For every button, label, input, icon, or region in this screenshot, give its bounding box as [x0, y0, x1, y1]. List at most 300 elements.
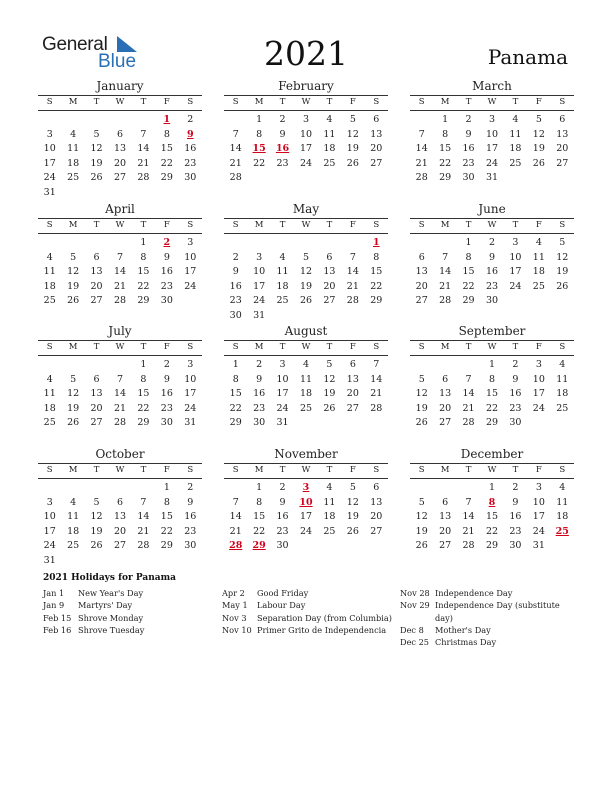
day-cell: 6: [116, 128, 124, 140]
day-cell: 31: [43, 554, 56, 566]
holiday-column: [400, 587, 570, 648]
day-cell: 25: [323, 157, 336, 169]
weekday-label: M: [440, 97, 450, 107]
day-cell: 12: [67, 266, 80, 277]
day-cell: 20: [90, 280, 103, 292]
holiday-entry: [400, 624, 570, 636]
day-cell: 13: [370, 496, 383, 508]
day-cell: 13: [439, 511, 452, 522]
holiday-day: 1: [372, 237, 380, 248]
day-cell: 18: [532, 266, 545, 277]
holiday-date: Nov 10: [222, 624, 252, 635]
weekday-label: F: [535, 97, 542, 107]
day-cell: 5: [559, 237, 566, 248]
day-cell: 18: [556, 511, 569, 522]
day-cell: 28: [113, 417, 127, 428]
day-cell: 6: [93, 373, 100, 385]
day-cell: 24: [184, 402, 197, 414]
weekday-label: W: [115, 220, 125, 230]
day-cell: 19: [556, 266, 569, 277]
day-cell: 15: [439, 143, 452, 154]
holiday-date: Nov 3: [222, 612, 247, 623]
day-cell: 1: [488, 482, 496, 493]
day-cell: 24: [532, 402, 545, 414]
day-cell: 2: [256, 359, 263, 370]
weekday-header: [38, 218, 202, 234]
holiday-name: Shrove Tuesday: [78, 624, 145, 635]
weekday-label: S: [373, 342, 380, 352]
day-cell: 8: [256, 496, 263, 508]
day-cell: 10: [532, 496, 545, 508]
day-cell: 10: [253, 266, 266, 277]
day-cell: 10: [184, 373, 197, 385]
day-cell: 18: [299, 388, 313, 399]
weekday-label: M: [254, 97, 264, 107]
day-cell: 7: [116, 373, 124, 385]
day-cell: 3: [187, 237, 194, 248]
empty-cell: [247, 236, 270, 251]
day-cell: 15: [229, 388, 242, 399]
holiday-name: Separation Day (from Columbia): [257, 612, 392, 623]
day-cell: 1: [465, 237, 472, 248]
day-cell: 10: [184, 251, 197, 263]
day-cell: 3: [187, 359, 194, 370]
empty-cell: [457, 481, 480, 496]
day-cell: 27: [346, 402, 359, 414]
day-cell: 25: [67, 172, 80, 183]
day-cell: 24: [276, 402, 289, 414]
day-cell: 16: [160, 388, 173, 399]
day-cell: 4: [559, 359, 566, 370]
weekday-label: M: [440, 342, 450, 352]
holiday-name: New Year's Day: [78, 588, 144, 598]
day-cell: 24: [43, 540, 56, 551]
holiday-entry: [400, 587, 570, 599]
day-cell: 10: [485, 128, 499, 140]
weekday-header: [410, 340, 574, 356]
day-cell: 12: [299, 266, 313, 277]
weekday-label: S: [559, 465, 566, 475]
day-cell: 2: [465, 114, 472, 125]
weekday-label: T: [465, 342, 472, 352]
day-cell: 7: [349, 251, 356, 263]
weekday-label: W: [487, 465, 497, 475]
day-cell: 7: [373, 359, 380, 370]
weekday-label: W: [301, 220, 311, 230]
day-cell: 9: [279, 496, 286, 508]
logo-text-general: General: [42, 34, 108, 55]
day-cell: 31: [253, 309, 266, 321]
weekday-header: [38, 463, 202, 479]
day-cell: 26: [346, 157, 359, 169]
weekday-label: M: [440, 465, 450, 475]
day-grid: [38, 113, 202, 200]
day-cell: 5: [326, 359, 333, 370]
day-cell: 26: [346, 525, 359, 537]
day-cell: 5: [418, 496, 425, 508]
day-cell: 28: [462, 417, 475, 428]
day-cell: 23: [229, 295, 242, 306]
day-cell: 27: [90, 295, 103, 306]
day-cell: 6: [93, 251, 100, 263]
empty-cell: [85, 236, 108, 251]
weekday-label: S: [232, 342, 239, 352]
weekday-label: S: [232, 97, 239, 107]
day-cell: 7: [465, 496, 472, 508]
day-cell: 17: [276, 388, 289, 399]
weekday-label: F: [535, 342, 542, 352]
holiday-name: Shrove Monday: [78, 612, 144, 623]
day-cell: 8: [163, 128, 170, 140]
month-june: [410, 202, 574, 309]
day-cell: 19: [346, 511, 359, 522]
empty-cell: [224, 113, 247, 128]
day-cell: 11: [43, 388, 56, 399]
weekday-label: F: [535, 465, 542, 475]
holiday-date: Nov 29: [400, 600, 430, 611]
weekday-label: T: [93, 97, 100, 107]
day-cell: 22: [253, 157, 266, 169]
day-cell: 15: [137, 266, 150, 277]
day-cell: 7: [232, 128, 239, 140]
day-cell: 21: [113, 280, 127, 292]
month-name: August: [284, 324, 328, 338]
day-cell: 16: [253, 388, 266, 399]
day-cell: 5: [302, 251, 310, 263]
weekday-label: S: [418, 97, 425, 107]
day-cell: 21: [346, 280, 359, 292]
day-cell: 9: [187, 496, 194, 508]
day-cell: 14: [346, 266, 359, 277]
day-cell: 19: [346, 143, 359, 154]
month-name: October: [95, 447, 145, 461]
weekday-header: [224, 340, 388, 356]
day-cell: 5: [70, 373, 77, 385]
day-cell: 29: [137, 417, 150, 428]
weekday-label: T: [93, 465, 100, 475]
day-cell: 19: [90, 525, 103, 537]
day-cell: 11: [299, 373, 313, 385]
day-cell: 29: [439, 172, 452, 183]
day-cell: 18: [43, 280, 56, 292]
day-cell: 18: [323, 511, 336, 522]
day-cell: 5: [535, 114, 542, 125]
day-cell: 6: [442, 496, 449, 508]
day-cell: 7: [442, 251, 449, 263]
day-cell: 18: [323, 143, 336, 154]
holiday-entry: [43, 612, 218, 624]
day-grid: [224, 358, 388, 431]
holiday-column: [222, 587, 397, 636]
holiday-day: 8: [488, 496, 496, 508]
day-cell: 2: [512, 359, 519, 370]
day-cell: 13: [346, 373, 359, 385]
holiday-name: Independence Day: [435, 588, 513, 598]
month-name: June: [478, 202, 506, 216]
day-cell: 22: [439, 157, 452, 169]
day-cell: 5: [349, 114, 356, 125]
day-cell: 17: [299, 511, 313, 522]
day-cell: 14: [370, 373, 383, 385]
day-cell: 16: [509, 388, 522, 399]
weekday-header: [410, 95, 574, 111]
empty-cell: [61, 113, 84, 128]
day-cell: 4: [46, 251, 53, 263]
day-grid: [38, 358, 202, 431]
holiday-date: Jan 9: [43, 600, 65, 611]
logo-text-blue: Blue: [98, 51, 137, 72]
day-cell: 8: [140, 373, 147, 385]
holiday-day: 2: [163, 237, 171, 248]
day-cell: 9: [256, 373, 263, 385]
month-name: January: [96, 79, 144, 93]
holiday-date: Jan 1: [43, 588, 65, 598]
weekday-header: [224, 218, 388, 234]
day-cell: 20: [90, 402, 103, 414]
empty-cell: [410, 481, 433, 496]
weekday-label: S: [232, 220, 239, 230]
holidays-title: 2021 Holidays for Panama: [43, 573, 176, 583]
day-cell: 20: [415, 280, 428, 292]
day-cell: 17: [485, 143, 499, 154]
empty-cell: [38, 358, 61, 373]
day-cell: 9: [279, 128, 286, 140]
weekday-label: T: [512, 97, 519, 107]
day-cell: 26: [90, 540, 103, 551]
day-cell: 19: [415, 525, 428, 537]
day-cell: 4: [70, 496, 77, 508]
empty-cell: [61, 481, 84, 496]
weekday-label: F: [163, 342, 170, 352]
day-cell: 25: [556, 402, 569, 414]
holiday-day: 25: [555, 525, 569, 537]
day-cell: 1: [140, 237, 147, 248]
day-cell: 29: [462, 295, 475, 306]
day-cell: 10: [276, 373, 289, 385]
day-cell: 2: [187, 114, 194, 125]
empty-cell: [61, 236, 84, 251]
day-cell: 2: [163, 359, 170, 370]
month-may: [224, 202, 388, 323]
weekday-label: T: [93, 342, 100, 352]
day-cell: 5: [93, 496, 100, 508]
day-cell: 27: [439, 417, 452, 428]
weekday-label: S: [373, 465, 380, 475]
day-cell: 1: [442, 114, 449, 125]
empty-cell: [318, 236, 341, 251]
day-cell: 28: [370, 402, 383, 414]
day-cell: 8: [465, 251, 472, 263]
empty-cell: [457, 358, 480, 373]
day-cell: 14: [229, 511, 242, 522]
weekday-label: M: [68, 465, 78, 475]
empty-cell: [224, 236, 247, 251]
day-cell: 22: [485, 402, 499, 414]
day-cell: 6: [349, 359, 356, 370]
holiday-date: Feb 16: [43, 624, 72, 635]
weekday-label: F: [349, 220, 356, 230]
weekday-label: T: [140, 220, 147, 230]
day-grid: [38, 236, 202, 309]
day-cell: 10: [299, 128, 313, 140]
day-cell: 15: [160, 143, 173, 154]
day-cell: 2: [232, 251, 239, 263]
day-cell: 12: [323, 373, 336, 385]
holiday-entry: [222, 599, 397, 611]
day-cell: 4: [326, 114, 333, 125]
day-cell: 1: [232, 359, 239, 370]
day-cell: 21: [113, 402, 127, 414]
day-cell: 30: [462, 172, 475, 183]
day-cell: 25: [323, 525, 336, 537]
weekday-label: F: [349, 465, 356, 475]
day-cell: 18: [67, 525, 80, 537]
holiday-day: 16: [275, 143, 290, 154]
day-cell: 23: [276, 525, 289, 537]
day-cell: 30: [509, 540, 522, 551]
month-name: March: [472, 79, 512, 93]
day-cell: 24: [184, 280, 197, 292]
day-cell: 8: [256, 128, 263, 140]
day-cell: 13: [439, 388, 452, 399]
day-cell: 26: [415, 540, 428, 551]
day-cell: 8: [232, 373, 239, 385]
weekday-label: S: [46, 220, 53, 230]
day-cell: 24: [253, 295, 266, 306]
empty-cell: [410, 113, 433, 128]
holiday-date: Dec 8: [400, 624, 424, 635]
empty-cell: [410, 358, 433, 373]
day-cell: 26: [67, 417, 80, 428]
day-cell: 25: [43, 295, 56, 306]
holiday-day: 9: [186, 128, 194, 140]
day-cell: 6: [373, 482, 380, 493]
day-cell: 26: [415, 417, 428, 428]
day-cell: 30: [160, 417, 173, 428]
day-cell: 28: [137, 172, 150, 183]
day-cell: 3: [256, 251, 263, 263]
day-cell: 31: [276, 417, 289, 428]
day-cell: 25: [299, 402, 313, 414]
holiday-date: May 1: [222, 600, 248, 611]
day-cell: 2: [279, 114, 286, 125]
month-april: [38, 202, 202, 309]
day-cell: 12: [415, 388, 428, 399]
weekday-label: S: [418, 465, 425, 475]
day-cell: 22: [137, 280, 150, 292]
weekday-label: T: [279, 465, 286, 475]
day-cell: 26: [532, 157, 545, 169]
empty-cell: [61, 358, 84, 373]
day-cell: 14: [137, 511, 150, 522]
day-cell: 6: [116, 496, 124, 508]
day-cell: 21: [370, 388, 383, 399]
weekday-label: T: [326, 97, 333, 107]
day-cell: 9: [163, 251, 170, 263]
holiday-name: Christmas Day: [435, 637, 497, 648]
day-cell: 3: [488, 114, 496, 125]
day-cell: 29: [485, 540, 499, 551]
day-cell: 12: [346, 496, 359, 508]
month-august: [224, 324, 388, 431]
day-cell: 10: [509, 251, 522, 263]
day-cell: 9: [512, 373, 519, 385]
day-cell: 20: [113, 525, 127, 537]
day-cell: 17: [532, 511, 545, 522]
empty-cell: [294, 236, 317, 251]
weekday-header: [410, 463, 574, 479]
day-cell: 4: [302, 359, 310, 370]
holiday-name: Primer Grito de Independencia: [257, 624, 387, 635]
day-cell: 12: [67, 388, 80, 399]
day-cell: 23: [160, 402, 173, 414]
weekday-label: M: [254, 465, 264, 475]
month-name: July: [108, 324, 132, 338]
day-cell: 21: [415, 157, 428, 169]
weekday-label: W: [301, 97, 311, 107]
day-cell: 11: [509, 128, 522, 140]
day-cell: 5: [349, 482, 356, 493]
weekday-label: T: [465, 465, 472, 475]
weekday-label: F: [349, 342, 356, 352]
day-cell: 16: [276, 511, 289, 522]
day-grid: [224, 113, 388, 186]
empty-cell: [108, 481, 131, 496]
day-cell: 21: [439, 280, 452, 292]
empty-cell: [224, 481, 247, 496]
weekday-label: T: [279, 220, 286, 230]
day-grid: [224, 481, 388, 554]
weekday-label: M: [68, 97, 78, 107]
day-cell: 21: [137, 525, 150, 537]
day-cell: 29: [485, 417, 499, 428]
day-cell: 7: [418, 128, 425, 140]
day-cell: 5: [93, 128, 100, 140]
month-july: [38, 324, 202, 431]
day-cell: 12: [90, 511, 103, 522]
day-cell: 10: [532, 373, 545, 385]
holiday-date: Apr 2: [222, 588, 245, 598]
holiday-day: 3: [302, 482, 310, 493]
day-cell: 28: [346, 295, 359, 306]
day-cell: 15: [485, 388, 499, 399]
day-cell: 13: [323, 266, 336, 277]
weekday-label: W: [115, 465, 125, 475]
day-cell: 22: [229, 402, 242, 414]
day-cell: 3: [302, 114, 310, 125]
empty-cell: [433, 236, 456, 251]
day-cell: 30: [229, 309, 242, 321]
holiday-entry: [43, 599, 218, 611]
day-cell: 30: [485, 295, 499, 306]
holiday-entry: [222, 587, 397, 599]
holiday-entry: [400, 636, 570, 648]
weekday-label: W: [301, 465, 311, 475]
day-cell: 29: [370, 295, 383, 306]
day-cell: 27: [439, 540, 452, 551]
day-cell: 15: [253, 511, 266, 522]
weekday-header: [224, 463, 388, 479]
day-cell: 12: [346, 128, 359, 140]
day-cell: 15: [160, 511, 173, 522]
day-cell: 1: [140, 359, 147, 370]
day-cell: 28: [137, 540, 150, 551]
day-cell: 17: [43, 157, 56, 169]
day-cell: 24: [299, 525, 313, 537]
day-cell: 11: [556, 373, 569, 385]
day-cell: 27: [323, 295, 336, 306]
day-cell: 8: [163, 496, 170, 508]
